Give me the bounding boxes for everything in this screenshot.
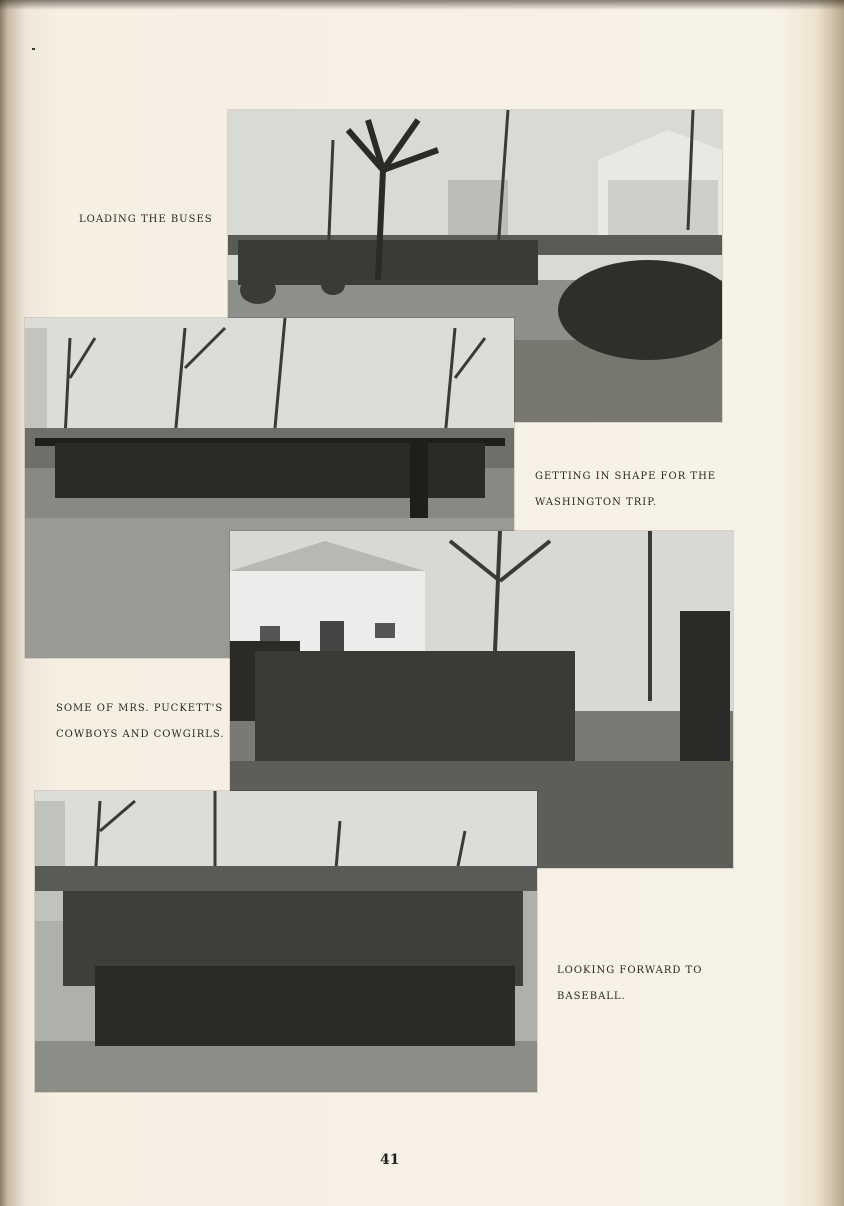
page-top-shadow bbox=[0, 0, 844, 10]
caption-loading-buses bbox=[79, 207, 213, 233]
caption-getting-in-shape bbox=[535, 464, 716, 516]
caption-line: LOOKING FORWARD TO bbox=[557, 965, 703, 976]
caption-line: COWBOYS AND COWGIRLS. bbox=[56, 729, 225, 740]
caption-line: GETTING IN SHAPE FOR THE bbox=[535, 471, 717, 482]
caption-cowboys bbox=[56, 696, 225, 748]
caption-line: LOADING THE BUSES bbox=[79, 214, 213, 225]
caption-line: BASEBALL. bbox=[557, 991, 626, 1002]
caption-line: SOME OF MRS. PUCKETT'S bbox=[56, 703, 224, 714]
caption-baseball bbox=[557, 958, 702, 1010]
page-number: 41 bbox=[380, 1152, 400, 1168]
caption-line: WASHINGTON TRIP. bbox=[535, 497, 658, 508]
ink-speck bbox=[32, 48, 35, 50]
photo-baseball-team bbox=[35, 791, 537, 1092]
